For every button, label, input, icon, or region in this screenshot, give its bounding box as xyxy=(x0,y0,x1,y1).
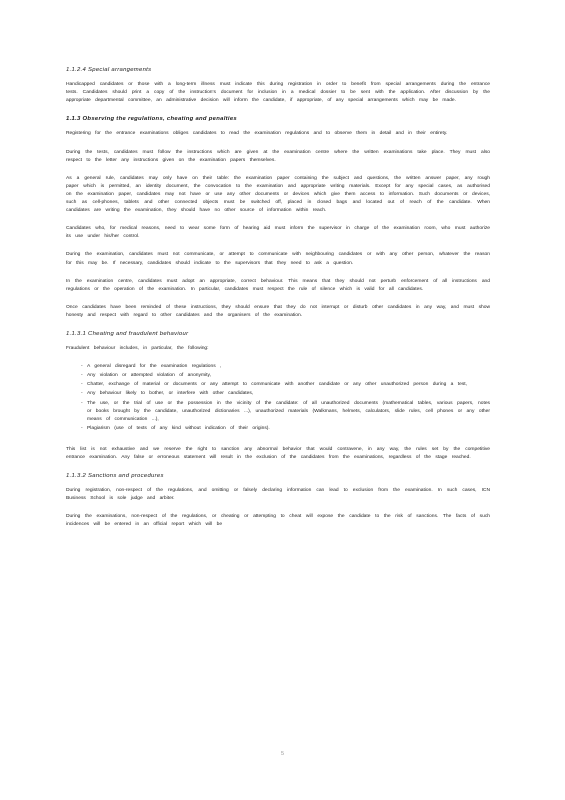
section-heading-observing-regulations: 1.1.3 Observing the regulations, cheating and penalties xyxy=(66,116,238,123)
section-heading-special-arrangements: 1.1.2.4 Special arrangements xyxy=(66,67,152,73)
paragraph: In the examination centre, candidates must adopt an appropriate, correct behaviour. This means that they should not perturb enforcement of all instructions and regulations or the operation of the examination. In particular, candidates must respect the rule of silence which is valid for all candidates. xyxy=(66,278,490,292)
paragraph: Candidates who, for medical reasons, need to wear some form of hearing aid must inform the supervisor in charge of the examination room, who must authorize its use under his/her control. xyxy=(66,226,490,240)
paragraph: This list is not exhaustive and we reserve the right to sanction any abnormal behavior that would contravene, in any way, the rules set by the competitive entrance examination. Any false or erroneous statement will result in the exclusion of the candidates from the examinations, regardless of the stage reached. xyxy=(66,446,490,460)
fraud-list xyxy=(81,363,490,433)
paragraph: Handicapped candidates or those with a long-term illness must indicate this during registration in order to benefit from special arrangements during the entrance tests. Candidates should print a copy of the instruction's document for inclusion in a medical dossier to be sent with the application. After discussion by the appropriate departmental committee, an administrative decision will inform the candidate, if appropriate, of any special arrangements which may be made. xyxy=(66,82,490,104)
list-item: - The use, or the trial of use or the possession in the vicinity of the candidate: of all unauthorized documents (mathematical tables, various papers, notes or books brought by the candidate, unauthorized dictionaries ...), unauthorized materials (Walkmans, helmets, calculators, slide rules, cell phones or any other means of communication ...), xyxy=(81,400,490,424)
list-item: - Any violation or attempted violation of anonymity, xyxy=(81,372,490,380)
list-item: - Plagiarism (use of texts of any kind without indication of their origins). xyxy=(81,425,490,433)
paragraph: As a general rule, candidates may only have on their table: the examination paper containing the subject and questions, the written answer paper, any rough paper which is permitted, an identity document, the convocation to the examination and appropriate writing materials. Except for any special cases, as authorised on the examination paper, candidates may not have or use any other documents or devices which give them access to information. Such documents or devices, such as cell-phones, tablets and other connected objects must be switched off, placed in closed bags and located out of reach of the candidate. When candidates are writing the examination, they should have no other source of information within reach. xyxy=(66,175,490,214)
paragraph: During the tests, candidates must follow the instructions which are given at the examination centre where the written examinations take place. They must also respect to the letter any instructions given on the examination papers themselves. xyxy=(66,149,490,163)
paragraph: Once candidates have been reminded of these instructions, they should ensure that they do not interrupt or disturb other candidates in any way, and must show honesty and respect with regard to other candidates and the organisers of the examination. xyxy=(66,304,490,318)
list-item: - Chatter, exchange of material or documents or any attempt to communicate with another candidate or any other unauthorized person during a test, xyxy=(81,381,490,389)
document-page xyxy=(66,66,490,540)
list-item: - A general disregard for the examination regulations , xyxy=(81,363,490,371)
section-heading-cheating: 1.1.3.1 Cheating and fraudulent behaviour xyxy=(66,330,189,337)
list-item: - Any behaviour likely to bother, or interfere with other candidates, xyxy=(81,390,490,398)
section-heading-sanctions: 1.1.3.2 Sanctions and procedures xyxy=(66,473,164,480)
page-number: 5 xyxy=(280,751,285,757)
paragraph: Fraudulent behaviour includes, in particular, the following: xyxy=(66,346,209,352)
paragraph: During registration, non-respect of the regulations, and omitting or falsely declaring information can lead to exclusion from the examination. In such cases, ICN Business School is sole judge and arbiter. xyxy=(66,488,490,502)
paragraph: During the examination, candidates must not communicate, or attempt to communicate with neighbouring candidates or with any other person, whatever the reason for this may be. If necessary, candidates should indicate to the supervisors that they need to ask a question. xyxy=(66,252,490,266)
paragraph: Registering for the entrance examinations obliges candidates to read the examination regulations and to observe them in detail and in their entirety. xyxy=(66,131,448,137)
paragraph: During the examinations, non-respect of the regulations, or cheating or attempting to cheat will expose the candidate to the risk of sanctions. The facts of such incidences will be entered in an official report which will be xyxy=(66,514,490,528)
